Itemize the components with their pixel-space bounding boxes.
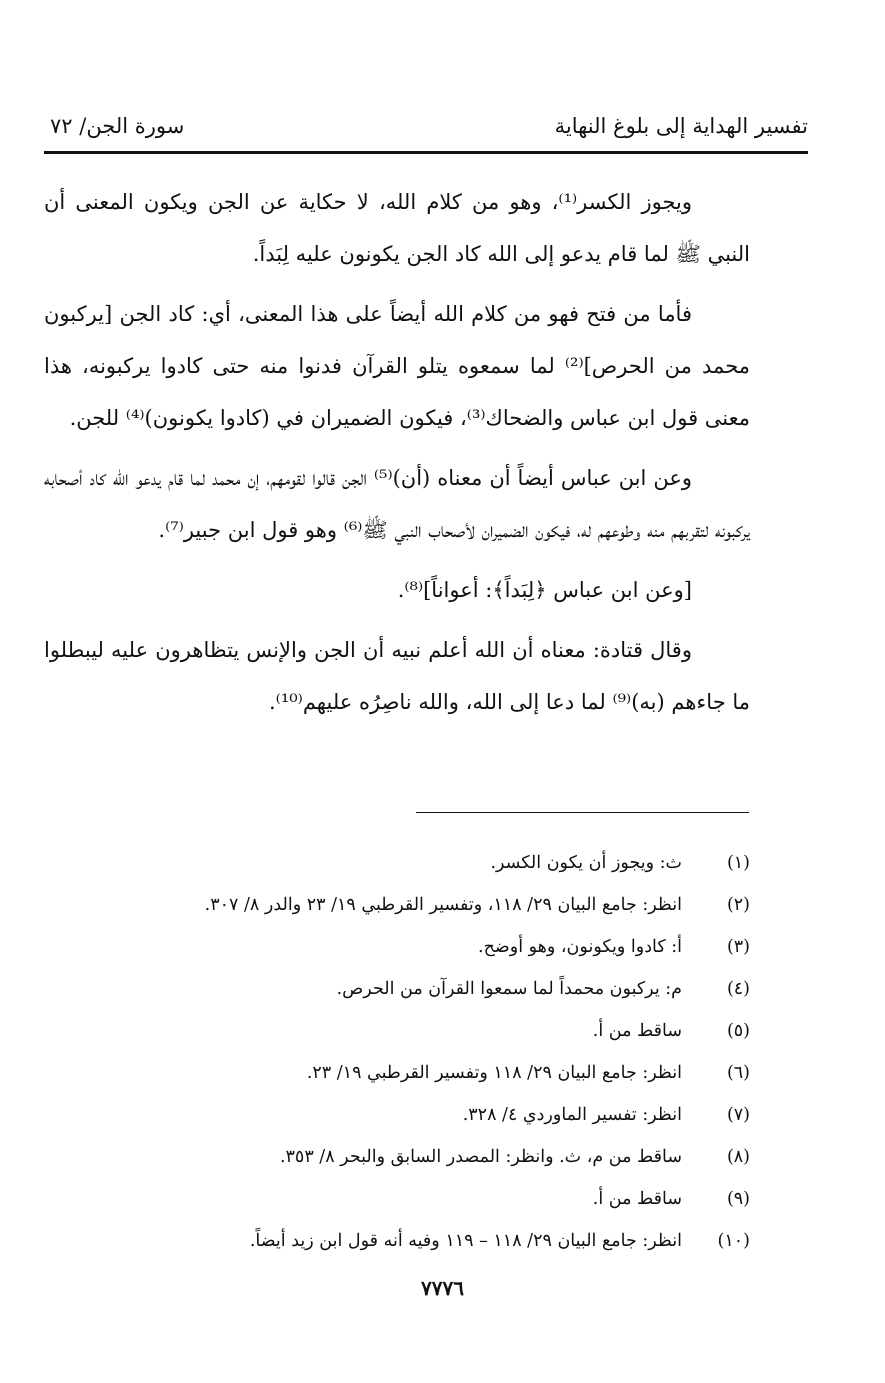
footnote-text: ساقط من م، ث. وانظر: المصدر السابق والبحر ٨/ ٣٥٣. [279,1147,682,1167]
footnote-number: (٣) [726,937,750,957]
footnote [44,1052,750,1094]
main-text [44,176,750,736]
footnote-text: انظر: تفسير الماوردي ٤/ ٣٢٨. [462,1105,682,1125]
footnote-text: ساقط من أ. [592,1021,682,1041]
sura-label: سورة الجن/ ٧٢ [50,114,185,138]
footnote [44,1220,750,1262]
footnotes [44,842,750,1262]
header-divider [44,151,808,154]
page-number: ٧٧٧٦ [421,1276,464,1300]
footnote-number: (١) [726,853,750,873]
footnote [44,842,750,884]
footnote-number: (٦) [726,1063,750,1083]
footnote-number: (٧) [726,1105,750,1125]
book-title: تفسير الهداية إلى بلوغ النهاية [554,114,808,138]
running-header [44,104,808,150]
paragraph: فأما من فتح فهو من كلام الله أيضاً على هذا المعنى، أي: كاد الجن [يركبون محمد من الحرص]⁽²⁾ لما سمعوه يتلو القرآن فدنوا منه حتى كادوا يركبونه، هذا معنى قول ابن عباس والضحاك⁽³⁾، فيكون الضميران في (كادوا يكونون)⁽⁴⁾ للجن. [44,302,750,430]
footnote-number: (٢) [726,895,750,915]
footnote-text: انظر: جامع البيان ٢٩/ ١١٨ وتفسير القرطبي ١٩/ ٢٣. [306,1063,682,1083]
paragraph: وعن ابن عباس أيضاً أن معناه (أن)⁽⁵⁾ الجن قالوا لقومهم، إن محمد لما قام يدعو الله كاد أصحابه يركبونه لتقربهم منه وطوعهم له، فيكون الضميران لأصحاب النبي ﷺ⁽⁶⁾ وهو قول ابن جبير⁽⁷⁾. [44,466,750,542]
footnote-number: (٩) [726,1189,750,1209]
footnote [44,1136,750,1178]
paragraph: [وعن ابن عباس ﴿لِبَداً﴾: أعواناً]⁽⁸⁾. [397,578,692,602]
footnote-text: أ: كادوا ويكونون، وهو أوضح. [478,937,682,957]
footnote-number: (١٠) [717,1231,750,1251]
footnote [44,1010,750,1052]
footnote [44,968,750,1010]
footnote-text: ساقط من أ. [592,1189,682,1209]
footnote-divider [416,812,749,813]
footnote-number: (٤) [726,979,750,999]
footnote [44,884,750,926]
footnote-text: ث: ويجوز أن يكون الكسر. [490,853,682,873]
footnote-text: انظر: جامع البيان ٢٩/ ١١٨ – ١١٩ وفيه أنه قول ابن زيد أيضاً. [249,1231,682,1251]
footnote-text: م: يركبون محمداً لما سمعوا القرآن من الحرص. [336,979,682,999]
footnote-text: انظر: جامع البيان ٢٩/ ١١٨، وتفسير القرطبي ١٩/ ٢٣ والدر ٨/ ٣٠٧. [204,895,682,915]
footnote [44,926,750,968]
footnote-number: (٨) [726,1147,750,1167]
paragraph: وقال قتادة: معناه أن الله أعلم نبيه أن الجن والإنس يتظاهرون عليه ليبطلوا ما جاءهم (به)⁽⁹⁾ لما دعا إلى الله، والله ناصِرُه عليهم⁽¹⁰⁾. [44,638,750,714]
footnote-number: (٥) [726,1021,750,1041]
footnote [44,1178,750,1220]
footnote [44,1094,750,1136]
paragraph: ويجوز الكسر⁽¹⁾، وهو من كلام الله، لا حكاية عن الجن ويكون المعنى أن النبي ﷺ لما قام يدعو إلى الله كاد الجن يكونون عليه لِبَداً. [44,190,750,266]
